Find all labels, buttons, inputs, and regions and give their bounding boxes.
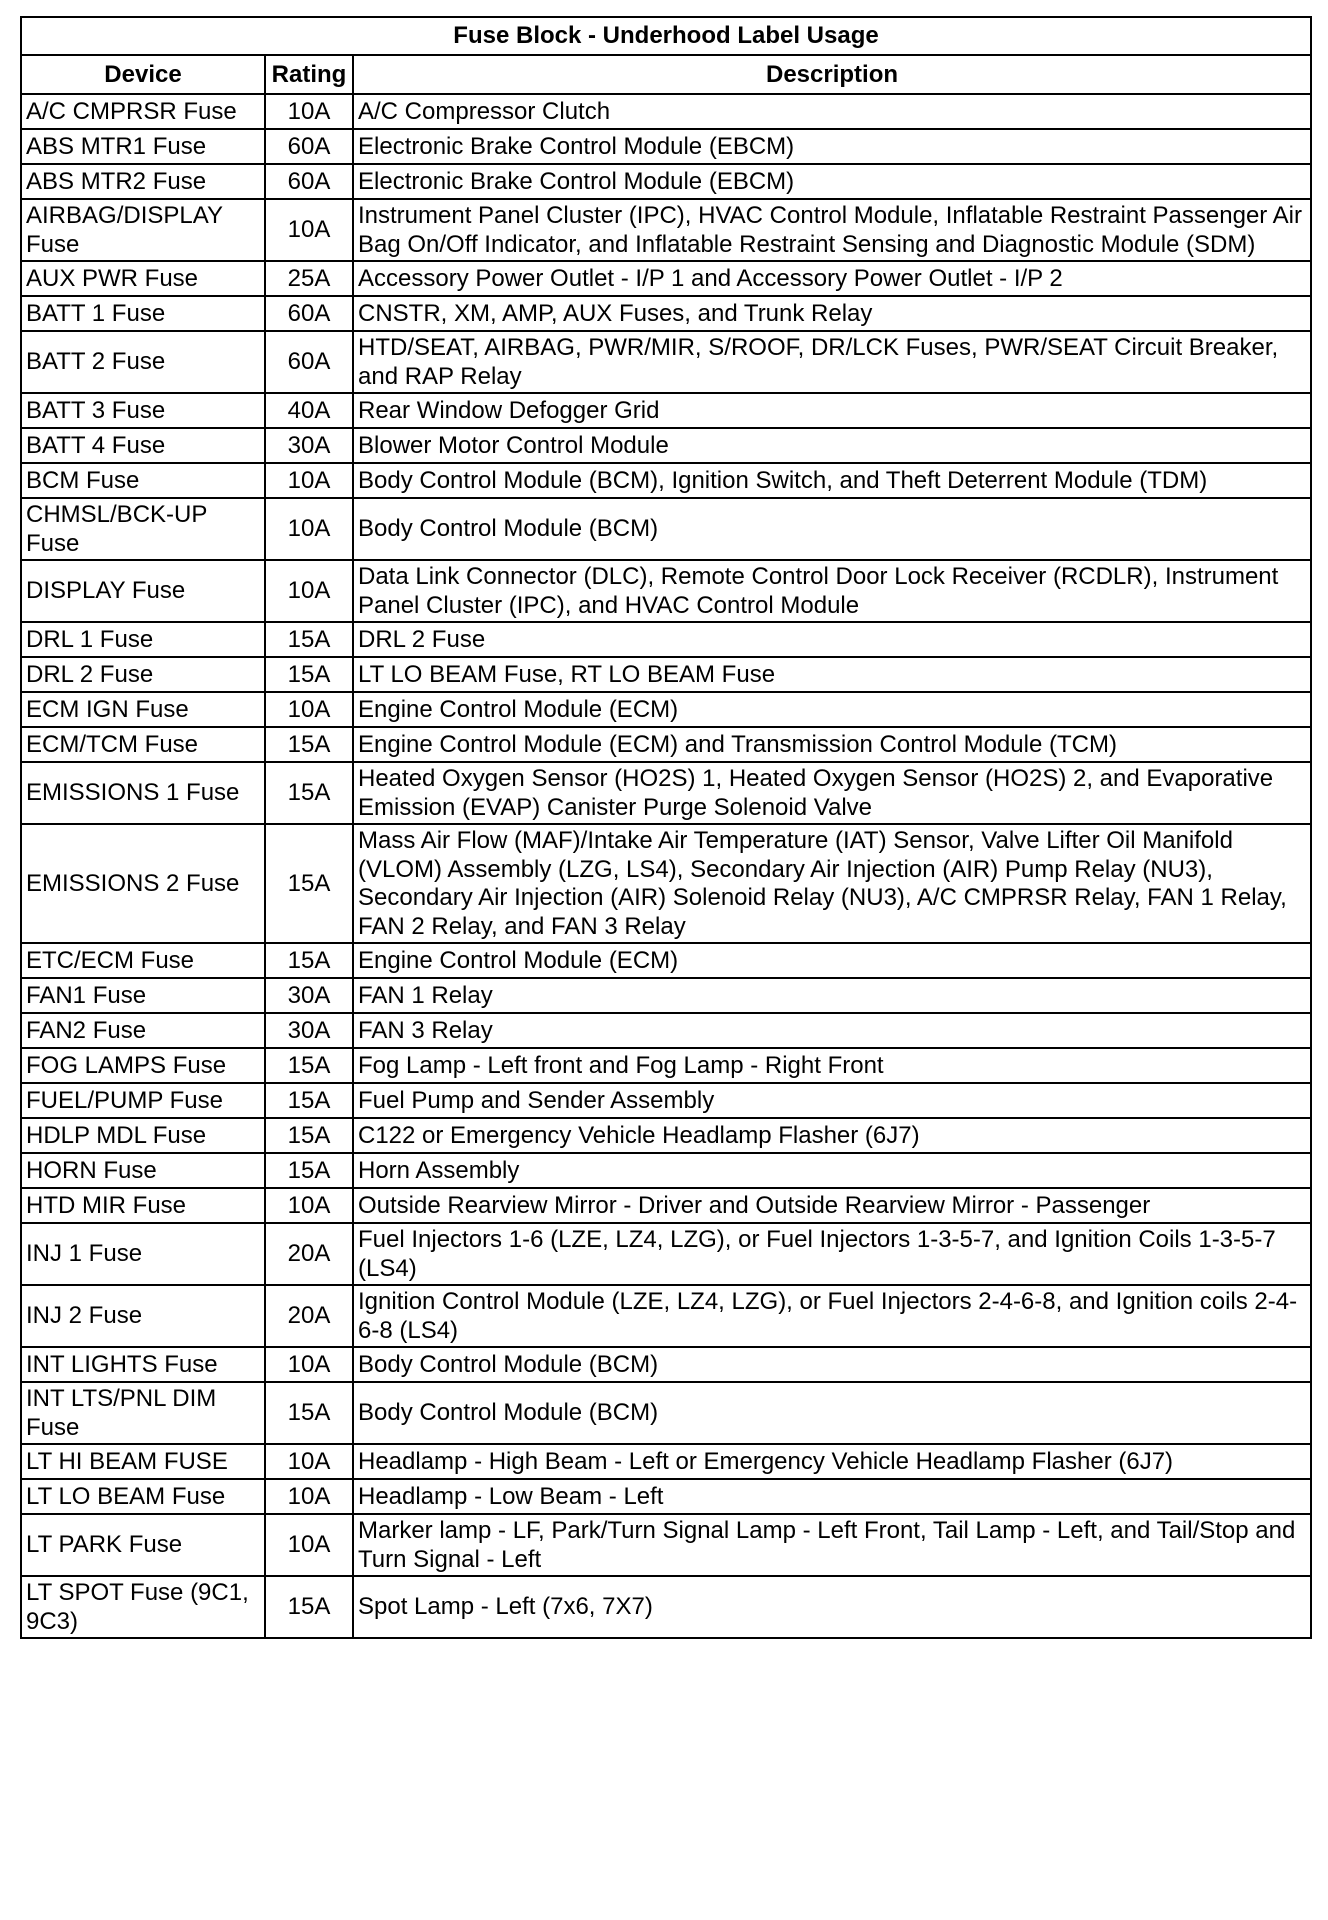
device-cell: HORN Fuse [21, 1153, 265, 1188]
device-cell: ECM/TCM Fuse [21, 727, 265, 762]
rating-cell: 60A [265, 164, 353, 199]
description-cell: FAN 1 Relay [353, 978, 1311, 1013]
device-cell: DRL 2 Fuse [21, 657, 265, 692]
table-row [21, 1479, 1311, 1514]
device-cell: FAN2 Fuse [21, 1013, 265, 1048]
rating-cell: 10A [265, 94, 353, 129]
rating-cell: 10A [265, 1188, 353, 1223]
description-cell: Body Control Module (BCM) [353, 1347, 1311, 1382]
device-cell: LT HI BEAM FUSE [21, 1444, 265, 1479]
table-row [21, 1153, 1311, 1188]
rating-cell: 30A [265, 1013, 353, 1048]
description-cell: Ignition Control Module (LZE, LZ4, LZG), or Fuel Injectors 2-4-6-8, and Ignition coils 2-4-6-8 (LS4) [353, 1285, 1311, 1347]
device-cell: INT LIGHTS Fuse [21, 1347, 265, 1382]
column-header-device: Device [21, 55, 265, 94]
table-row [21, 1285, 1311, 1347]
description-cell: Engine Control Module (ECM) [353, 692, 1311, 727]
table-row [21, 824, 1311, 943]
device-cell: EMISSIONS 1 Fuse [21, 762, 265, 824]
rating-cell: 15A [265, 657, 353, 692]
rating-cell: 15A [265, 943, 353, 978]
table-row [21, 1223, 1311, 1285]
description-cell: Body Control Module (BCM), Ignition Switch, and Theft Deterrent Module (TDM) [353, 463, 1311, 498]
device-cell: BATT 1 Fuse [21, 296, 265, 331]
device-cell: CHMSL/BCK-UP Fuse [21, 498, 265, 560]
description-cell: CNSTR, XM, AMP, AUX Fuses, and Trunk Relay [353, 296, 1311, 331]
description-cell: Data Link Connector (DLC), Remote Control Door Lock Receiver (RCDLR), Instrument Panel Cluster (IPC), and HVAC Control Module [353, 560, 1311, 622]
table-row [21, 199, 1311, 261]
device-cell: ETC/ECM Fuse [21, 943, 265, 978]
description-cell: Heated Oxygen Sensor (HO2S) 1, Heated Oxygen Sensor (HO2S) 2, and Evaporative Emission (EVAP) Canister Purge Solenoid Valve [353, 762, 1311, 824]
device-cell: FOG LAMPS Fuse [21, 1048, 265, 1083]
table-body [21, 94, 1311, 1638]
description-cell: Body Control Module (BCM) [353, 498, 1311, 560]
rating-cell: 15A [265, 1083, 353, 1118]
device-cell: FAN1 Fuse [21, 978, 265, 1013]
description-cell: FAN 3 Relay [353, 1013, 1311, 1048]
description-cell: Headlamp - Low Beam - Left [353, 1479, 1311, 1514]
fuse-table [20, 16, 1312, 1639]
table-row [21, 560, 1311, 622]
rating-cell: 25A [265, 261, 353, 296]
device-cell: FUEL/PUMP Fuse [21, 1083, 265, 1118]
device-cell: INJ 2 Fuse [21, 1285, 265, 1347]
device-cell: LT PARK Fuse [21, 1514, 265, 1576]
description-cell: C122 or Emergency Vehicle Headlamp Flasher (6J7) [353, 1118, 1311, 1153]
table-row [21, 164, 1311, 199]
device-cell: HDLP MDL Fuse [21, 1118, 265, 1153]
table-row [21, 1514, 1311, 1576]
device-cell: LT SPOT Fuse (9C1, 9C3) [21, 1576, 265, 1638]
description-cell: Headlamp - High Beam - Left or Emergency Vehicle Headlamp Flasher (6J7) [353, 1444, 1311, 1479]
header-row [21, 55, 1311, 94]
rating-cell: 15A [265, 762, 353, 824]
description-cell: Outside Rearview Mirror - Driver and Outside Rearview Mirror - Passenger [353, 1188, 1311, 1223]
rating-cell: 15A [265, 622, 353, 657]
table-header [21, 55, 1311, 94]
description-cell: Spot Lamp - Left (7x6, 7X7) [353, 1576, 1311, 1638]
description-cell: Electronic Brake Control Module (EBCM) [353, 129, 1311, 164]
rating-cell: 60A [265, 331, 353, 393]
device-cell: AIRBAG/DISPLAY Fuse [21, 199, 265, 261]
table-row [21, 331, 1311, 393]
device-cell: A/C CMPRSR Fuse [21, 94, 265, 129]
description-cell: Horn Assembly [353, 1153, 1311, 1188]
description-cell: Fuel Pump and Sender Assembly [353, 1083, 1311, 1118]
table-row [21, 261, 1311, 296]
column-header-description: Description [353, 55, 1311, 94]
rating-cell: 15A [265, 1153, 353, 1188]
rating-cell: 10A [265, 560, 353, 622]
table-row [21, 657, 1311, 692]
table-row [21, 762, 1311, 824]
column-header-rating: Rating [265, 55, 353, 94]
device-cell: EMISSIONS 2 Fuse [21, 824, 265, 943]
table-row [21, 393, 1311, 428]
device-cell: BCM Fuse [21, 463, 265, 498]
rating-cell: 10A [265, 498, 353, 560]
rating-cell: 10A [265, 1514, 353, 1576]
description-cell: Fog Lamp - Left front and Fog Lamp - Right Front [353, 1048, 1311, 1083]
rating-cell: 10A [265, 1347, 353, 1382]
fuse-table-container [20, 16, 1310, 1639]
table-row [21, 1188, 1311, 1223]
table-row [21, 1347, 1311, 1382]
rating-cell: 40A [265, 393, 353, 428]
description-cell: LT LO BEAM Fuse, RT LO BEAM Fuse [353, 657, 1311, 692]
device-cell: BATT 2 Fuse [21, 331, 265, 393]
table-row [21, 1048, 1311, 1083]
table-row [21, 498, 1311, 560]
rating-cell: 20A [265, 1285, 353, 1347]
rating-cell: 15A [265, 1118, 353, 1153]
description-cell: Marker lamp - LF, Park/Turn Signal Lamp - Left Front, Tail Lamp - Left, and Tail/Stop and Turn Signal - Left [353, 1514, 1311, 1576]
table-row [21, 296, 1311, 331]
table-row [21, 1382, 1311, 1444]
rating-cell: 15A [265, 1576, 353, 1638]
device-cell: BATT 4 Fuse [21, 428, 265, 463]
table-row [21, 463, 1311, 498]
table-row [21, 943, 1311, 978]
table-row [21, 1444, 1311, 1479]
table-row [21, 622, 1311, 657]
table-row [21, 692, 1311, 727]
rating-cell: 15A [265, 1382, 353, 1444]
table-row [21, 129, 1311, 164]
description-cell: DRL 2 Fuse [353, 622, 1311, 657]
description-cell: Body Control Module (BCM) [353, 1382, 1311, 1444]
table-row [21, 727, 1311, 762]
device-cell: INJ 1 Fuse [21, 1223, 265, 1285]
device-cell: ECM IGN Fuse [21, 692, 265, 727]
description-cell: Blower Motor Control Module [353, 428, 1311, 463]
rating-cell: 60A [265, 129, 353, 164]
rating-cell: 10A [265, 1479, 353, 1514]
device-cell: BATT 3 Fuse [21, 393, 265, 428]
device-cell: HTD MIR Fuse [21, 1188, 265, 1223]
table-row [21, 978, 1311, 1013]
description-cell: Engine Control Module (ECM) and Transmission Control Module (TCM) [353, 727, 1311, 762]
rating-cell: 15A [265, 824, 353, 943]
description-cell: Mass Air Flow (MAF)/Intake Air Temperature (IAT) Sensor, Valve Lifter Oil Manifold (VLOM) Assembly (LZG, LS4), Secondary Air Injection (AIR) Pump Relay (NU3), Secondary Air Injection (AIR) Solenoid Relay (NU3), A/C CMPRSR Relay, FAN 1 Relay, FAN 2 Relay, and FAN 3 Relay [353, 824, 1311, 943]
table-row [21, 1013, 1311, 1048]
rating-cell: 60A [265, 296, 353, 331]
device-cell: AUX PWR Fuse [21, 261, 265, 296]
device-cell: LT LO BEAM Fuse [21, 1479, 265, 1514]
table-row [21, 1576, 1311, 1638]
rating-cell: 15A [265, 1048, 353, 1083]
description-cell: HTD/SEAT, AIRBAG, PWR/MIR, S/ROOF, DR/LCK Fuses, PWR/SEAT Circuit Breaker, and RAP Relay [353, 331, 1311, 393]
device-cell: DRL 1 Fuse [21, 622, 265, 657]
table-title: Fuse Block - Underhood Label Usage [20, 16, 1312, 54]
device-cell: DISPLAY Fuse [21, 560, 265, 622]
description-cell: A/C Compressor Clutch [353, 94, 1311, 129]
description-cell: Instrument Panel Cluster (IPC), HVAC Control Module, Inflatable Restraint Passenger Air Bag On/Off Indicator, and Inflatable Restraint Sensing and Diagnostic Module (SDM) [353, 199, 1311, 261]
rating-cell: 20A [265, 1223, 353, 1285]
table-row [21, 428, 1311, 463]
rating-cell: 10A [265, 463, 353, 498]
table-row [21, 1083, 1311, 1118]
device-cell: ABS MTR1 Fuse [21, 129, 265, 164]
rating-cell: 30A [265, 428, 353, 463]
table-row [21, 1118, 1311, 1153]
device-cell: INT LTS/PNL DIM Fuse [21, 1382, 265, 1444]
rating-cell: 10A [265, 1444, 353, 1479]
rating-cell: 15A [265, 727, 353, 762]
description-cell: Rear Window Defogger Grid [353, 393, 1311, 428]
description-cell: Accessory Power Outlet - I/P 1 and Accessory Power Outlet - I/P 2 [353, 261, 1311, 296]
description-cell: Fuel Injectors 1-6 (LZE, LZ4, LZG), or Fuel Injectors 1-3-5-7, and Ignition Coils 1-3-5-7 (LS4) [353, 1223, 1311, 1285]
device-cell: ABS MTR2 Fuse [21, 164, 265, 199]
rating-cell: 10A [265, 692, 353, 727]
description-cell: Electronic Brake Control Module (EBCM) [353, 164, 1311, 199]
table-row [21, 94, 1311, 129]
rating-cell: 30A [265, 978, 353, 1013]
rating-cell: 10A [265, 199, 353, 261]
description-cell: Engine Control Module (ECM) [353, 943, 1311, 978]
